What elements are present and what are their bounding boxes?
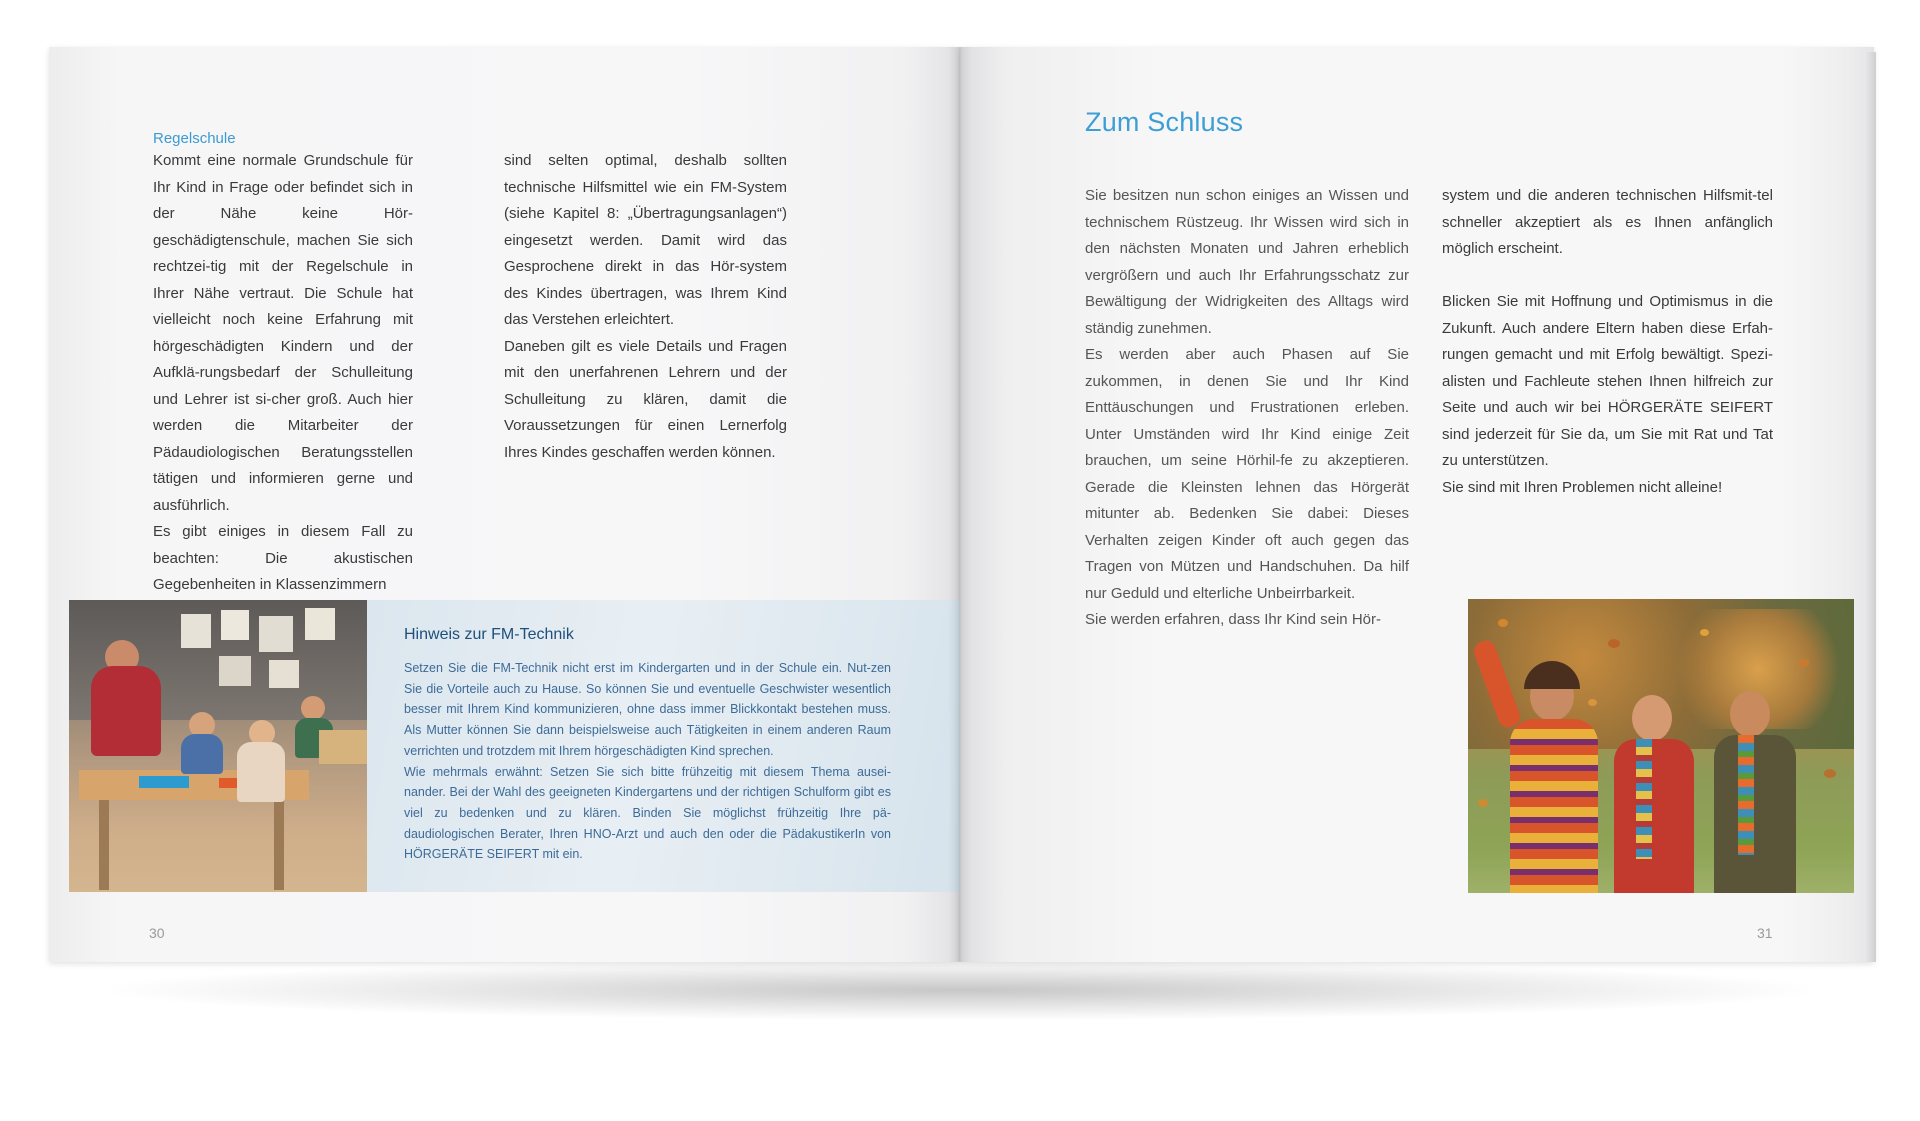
paragraph: Sie werden erfahren, dass Ihr Kind sein Hör-	[1085, 611, 1381, 628]
page-title: Zum Schluss	[1085, 107, 1244, 137]
paragraph: sind selten optimal, deshalb sollten technische Hilfsmittel wie ein FM-System (siehe Kapitel 8: „Übertragungsanlagen“) eingesetzt werden. Damit wird das Gesprochene direkt in das Hör-system des Kindes übertragen, was Ihrem Kind das Verstehen erleichtert.	[504, 152, 787, 328]
left-page	[49, 47, 960, 962]
autumn-kids-photo	[1468, 599, 1854, 893]
paragraph: Es werden aber auch Phasen auf Sie zukommen, in denen Sie und Ihr Kind Enttäuschungen und Frustrationen erleben. Unter Umständen wird Ihr Kind einige Zeit brauchen, um seine Hörhil-fe zu akzeptieren. Gerade die Kleinsten lehnen das Hörgerät mitunter ab. Bedenken Sie dabei: Dieses Verhalten zeigen Kinder oft auch gegen das Tragen von Mützen und Handschuhen. Da hilf nur Geduld und elterliche Unbeirrbarkeit.	[1085, 346, 1409, 602]
infobox-paragraph: Setzen Sie die FM-Technik nicht erst im Kindergarten und in der Schule ein. Nut-zen Sie die Vorteile auch zu Hause. So können Sie und eventuelle Geschwister wesentlich besser mit Ihrem Kind kommunizieren, ohne dass immer Blickkontakt bestehen muss. Als Mutter können Sie dann beispielsweise auch Tätigkeiten in einem anderen Raum verrichten und trotzdem mit Ihrem hörgeschädigten Kind sprechen.	[404, 661, 891, 758]
paragraph: Sie sind mit Ihren Problemen nicht alleine!	[1442, 478, 1723, 496]
paragraph: system und die anderen technischen Hilfsmit-tel schneller akzeptiert als es Ihnen anfänglich möglich erscheint.	[1442, 187, 1773, 257]
infobox-paragraph: Wie mehrmals erwähnt: Setzen Sie sich bitte frühzeitig mit diesem Thema ausei-nander. Bei der Wahl des geeigneten Kindergartens und der richtigen Schulform gibt es viel zu bedenken und zu klären. Binden Sie möglichst frühzeitig Ihre pä-daudiologischen Berater, Ihren HNO-Arzt und auch den oder die PädakustikerIn von HÖRGERÄTE SEIFERT mit ein.	[404, 764, 891, 862]
page-number-left: 30	[149, 925, 165, 941]
right-column-1	[1085, 183, 1409, 634]
paragraph: Es gibt einiges in diesem Fall zu beachten: Die akustischen Gegebenheiten in Klassenzimmern	[153, 523, 413, 593]
infobox-text	[404, 658, 891, 865]
page-edge	[1866, 52, 1876, 962]
left-column-2	[504, 148, 787, 466]
right-page	[960, 47, 1874, 962]
paragraph: Kommt eine normale Grundschule für Ihr Kind in Frage oder befindet sich in der Nähe keine Hör-geschädigtenschule, machen Sie sich rechtzei-tig mit der Regelschule in Ihrer Nähe vertraut. Die Schule hat vielleicht noch keine Erfahrung mit hörgeschädigten Kindern und der Aufklä-rungsbedarf der Schulleitung und Lehrer ist si-cher groß. Auch hier werden die Mitarbeiter der Pädaudiologischen Beratungsstellen tätigen und informieren gerne und ausführlich.	[153, 152, 413, 514]
paragraph: Daneben gilt es viele Details und Fragen mit den unerfahrenen Lehrern und der Schulleitung zu klären, damit die Voraussetzungen für einen Lernerfolg Ihres Kindes geschaffen werden können.	[504, 337, 787, 461]
fm-technik-infobox	[367, 600, 960, 892]
left-column-1	[153, 148, 413, 599]
page-number-right: 31	[1757, 925, 1773, 941]
section-heading: Regelschule	[153, 130, 236, 147]
right-column-2	[1442, 183, 1773, 501]
paragraph: Sie besitzen nun schon einiges an Wissen und technischem Rüstzeug. Ihr Wissen wird sich in den nächsten Monaten und Jahren erheblich vergrößern und auch Ihr Erfahrungsschatz zur Bewältigung der Widrigkeiten des Alltags wird ständig zunehmen.	[1085, 187, 1409, 337]
classroom-photo	[69, 600, 367, 892]
book-shadow	[110, 960, 1810, 1020]
infobox-title: Hinweis zur FM-Technik	[404, 626, 574, 643]
paragraph: Blicken Sie mit Hoffnung und Optimismus in die Zukunft. Auch andere Eltern haben diese Erfah-rungen gemacht und mit Erfolg bewältigt. Spezi-alisten und Fachleute stehen Ihnen hilfreich zur Seite und auch wir bei HÖRGERÄTE SEIFERT sind jederzeit für Sie da, um Sie mit Rat und Tat zu unterstützen.	[1442, 293, 1773, 469]
